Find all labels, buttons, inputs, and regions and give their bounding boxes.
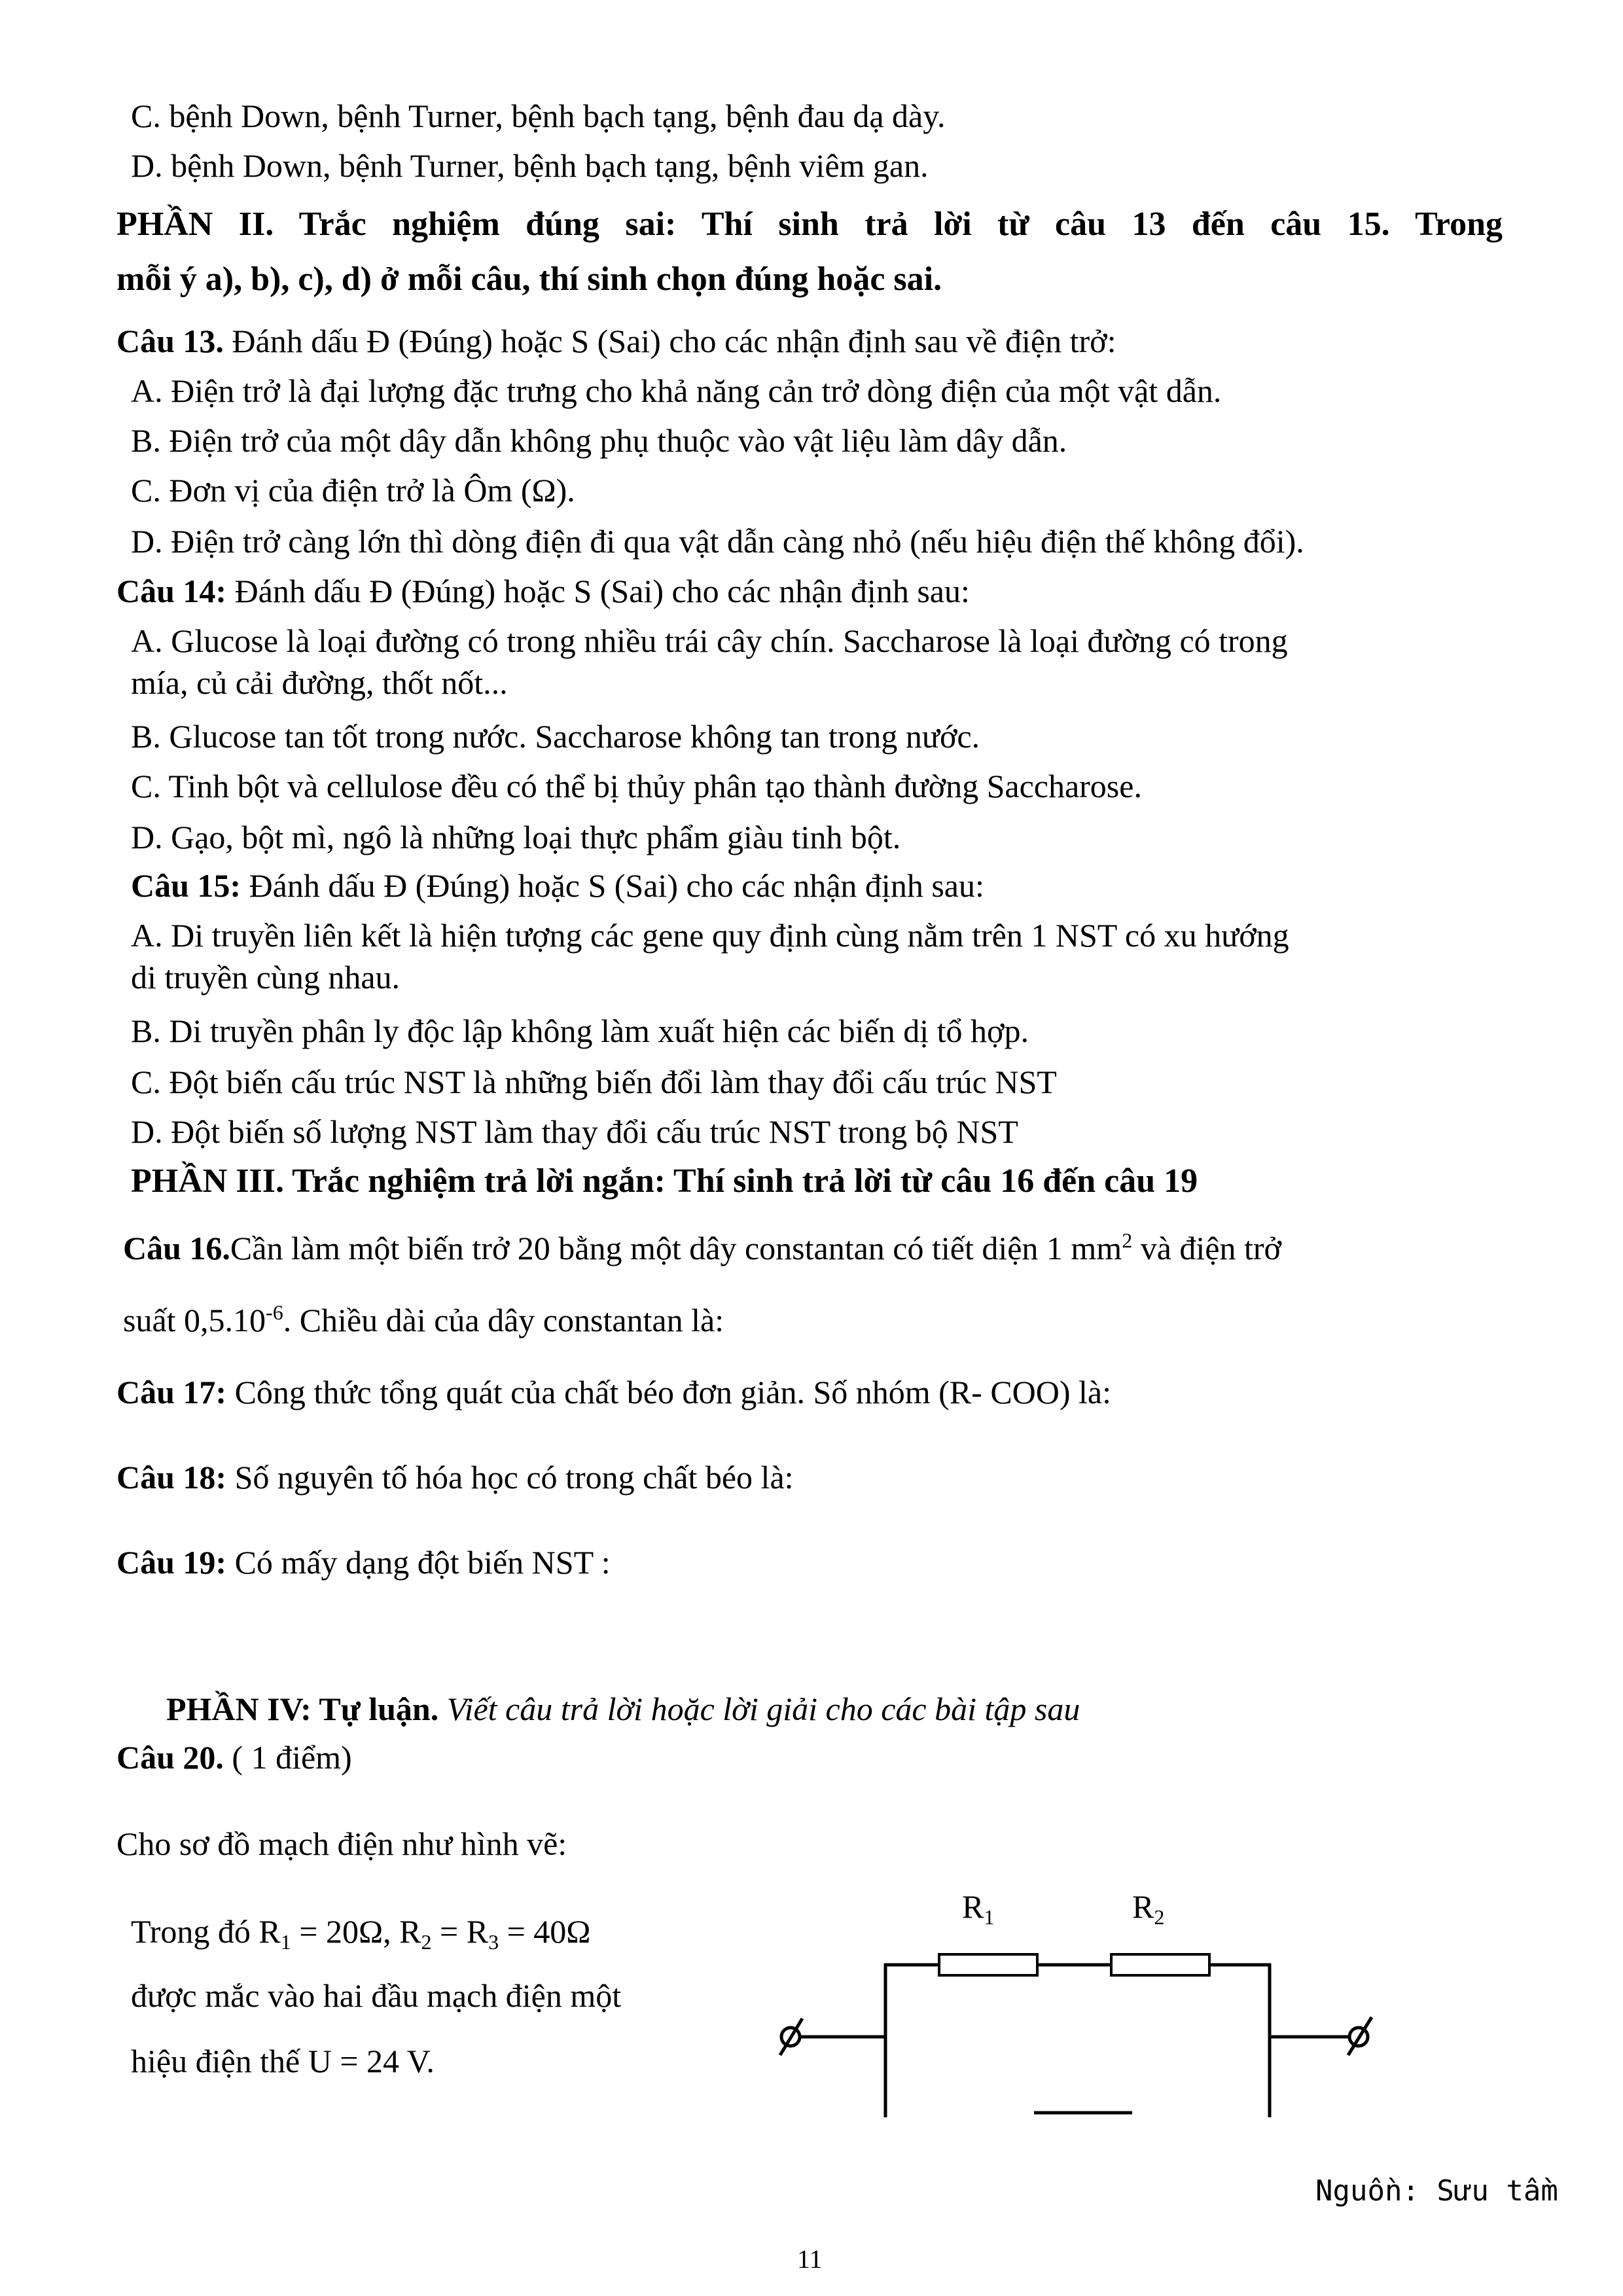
- q16-superscript-exponent: -6: [266, 1300, 283, 1324]
- source-note: Nguồn: Sưu tầm: [1315, 2174, 1558, 2208]
- q16-label: Câu 16.: [123, 1230, 230, 1266]
- q15-option-a-line2: di truyền cùng nhau.: [131, 959, 401, 996]
- q19-text: Có mấy dạng đột biến NST :: [226, 1544, 611, 1581]
- left-terminal: [780, 2018, 802, 2055]
- q20-label: Câu 20.: [116, 1739, 224, 1776]
- q18-stem: [116, 1457, 794, 1498]
- q17-label: Câu 17:: [116, 1374, 227, 1410]
- q20-line1-part-d: = 40Ω: [499, 1913, 591, 1950]
- part4-heading: [166, 1689, 1080, 1729]
- q19-stem: [116, 1542, 611, 1583]
- q20-line1-part-b: = 20Ω, R: [291, 1913, 421, 1950]
- q16-stem-line2: [123, 1300, 724, 1340]
- q18-label: Câu 18:: [116, 1459, 227, 1496]
- q20-line1-sub2: 2: [421, 1930, 432, 1954]
- resistor-r2: [1111, 1954, 1209, 1975]
- q20-heading: [116, 1737, 352, 1778]
- resistor-r1: [939, 1954, 1037, 1975]
- q14-option-c: C. Tinh bột và cellulose đều có thể bị thủy phân tạo thành đường Saccharose.: [131, 768, 1142, 804]
- q15-stem: [131, 865, 984, 906]
- q14-label: Câu 14:: [116, 573, 227, 609]
- right-terminal: [1348, 2017, 1372, 2055]
- part2-heading-line2: mỗi ý a), b), c), d) ở mỗi câu, thí sinh chọn đúng hoặc sai.: [116, 260, 942, 298]
- q14-option-a-line2: mía, củ cải đường, thốt nốt...: [131, 664, 508, 701]
- q16-text-1: Cần làm một biến trở 20 bằng một dây constantan có tiết diện 1 mm: [230, 1230, 1122, 1266]
- q14-option-a-line1: A. Glucose là loại đường có trong nhiều trái cây chín. Saccharose là loại đường có trong: [131, 622, 1288, 659]
- q15-text: Đánh dấu Đ (Đúng) hoặc S (Sai) cho các nhận định sau:: [241, 867, 984, 904]
- q13-option-c: C. Đơn vị của điện trở là Ôm (Ω).: [131, 472, 575, 509]
- circuit-diagram: [766, 1865, 1394, 2127]
- q13-text: Đánh dấu Đ (Đúng) hoặc S (Sai) cho các nhận định sau về điện trở:: [223, 323, 1116, 359]
- q20-line1-part-c: = R: [431, 1913, 489, 1950]
- option-d: D. bệnh Down, bệnh Turner, bệnh bạch tạng, bệnh viêm gan.: [131, 147, 929, 184]
- q20-line1: [131, 1911, 590, 1952]
- q16-stem: [123, 1228, 1281, 1268]
- q20-points: ( 1 điểm): [223, 1739, 352, 1776]
- page-number: 11: [797, 2244, 823, 2274]
- q14-option-b: B. Glucose tan tốt trong nước. Saccharose không tan trong nước.: [131, 718, 980, 755]
- q13-option-d: D. Điện trở càng lớn thì dòng điện đi qua vật dẫn càng nhỏ (nếu hiệu điện thế không đổi).: [131, 523, 1304, 560]
- q13-option-a: A. Điện trở là đại lượng đặc trưng cho khả năng cản trở dòng điện của một vật dẫn.: [131, 372, 1222, 409]
- q17-text: Công thức tổng quát của chất béo đơn giản. Số nhóm (R- COO) là:: [226, 1374, 1112, 1410]
- q15-option-d: D. Đột biến số lượng NST làm thay đổi cấu trúc NST trong bộ NST: [131, 1113, 1018, 1150]
- q16-text-3: suất 0,5.10: [123, 1302, 266, 1338]
- q15-option-a-line1: A. Di truyền liên kết là hiện tượng các gene quy định cùng nằm trên 1 NST có xu hướng: [131, 917, 1289, 954]
- q15-option-b: B. Di truyền phân ly độc lập không làm xuất hiện các biến dị tổ hợp.: [131, 1013, 1029, 1049]
- part4-heading-label: PHẦN IV: Tự luận.: [166, 1691, 439, 1727]
- q13-option-b: B. Điện trở của một dây dẫn không phụ thuộc vào vật liệu làm dây dẫn.: [131, 422, 1067, 459]
- q20-line1-part-a: Trong đó R: [131, 1913, 281, 1950]
- q14-text: Đánh dấu Đ (Đúng) hoặc S (Sai) cho các nhận định sau:: [226, 573, 970, 609]
- part3-heading: PHẦN III. Trắc nghiệm trả lời ngắn: Thí sinh trả lời từ câu 16 đến câu 19: [131, 1162, 1198, 1200]
- label-r2: $R_2$: [1132, 1888, 1165, 1929]
- q16-superscript-area: 2: [1122, 1229, 1133, 1252]
- q14-stem: [116, 571, 970, 611]
- q15-option-c: C. Đột biến cấu trúc NST là những biến đổi làm thay đổi cấu trúc NST: [131, 1064, 1057, 1100]
- q14-option-d: D. Gạo, bột mì, ngô là những loại thực phẩm giàu tinh bột.: [131, 819, 901, 855]
- q16-text-4: . Chiều dài của dây constantan là:: [283, 1302, 724, 1338]
- q20-line2: được mắc vào hai đầu mạch điện một: [131, 1977, 622, 2014]
- q13-label: Câu 13.: [116, 323, 224, 359]
- q20-intro: Cho sơ đồ mạch điện như hình vẽ:: [116, 1825, 567, 1862]
- part4-instruction: Viết câu trả lời hoặc lời giải cho các bài tập sau: [438, 1691, 1080, 1727]
- q18-text: Số nguyên tố hóa học có trong chất béo là:: [226, 1459, 794, 1496]
- part2-heading-line1: PHẦN II. Trắc nghiệm đúng sai: Thí sinh trả lời từ câu 13 đến câu 15. Trong: [116, 206, 1503, 243]
- q19-label: Câu 19:: [116, 1544, 227, 1581]
- q20-line1-sub1: 1: [280, 1930, 291, 1954]
- q13-stem: [116, 321, 1116, 361]
- q17-stem: [116, 1372, 1111, 1412]
- q20-line1-sub3: 3: [488, 1930, 499, 1954]
- option-c: C. bệnh Down, bệnh Turner, bệnh bạch tạng, bệnh đau dạ dày.: [131, 98, 946, 134]
- q20-line3: hiệu điện thế U = 24 V.: [131, 2043, 435, 2079]
- q15-label: Câu 15:: [131, 867, 241, 904]
- label-r1: $R_1$: [962, 1888, 995, 1929]
- q16-text-2: và điện trở: [1132, 1230, 1281, 1266]
